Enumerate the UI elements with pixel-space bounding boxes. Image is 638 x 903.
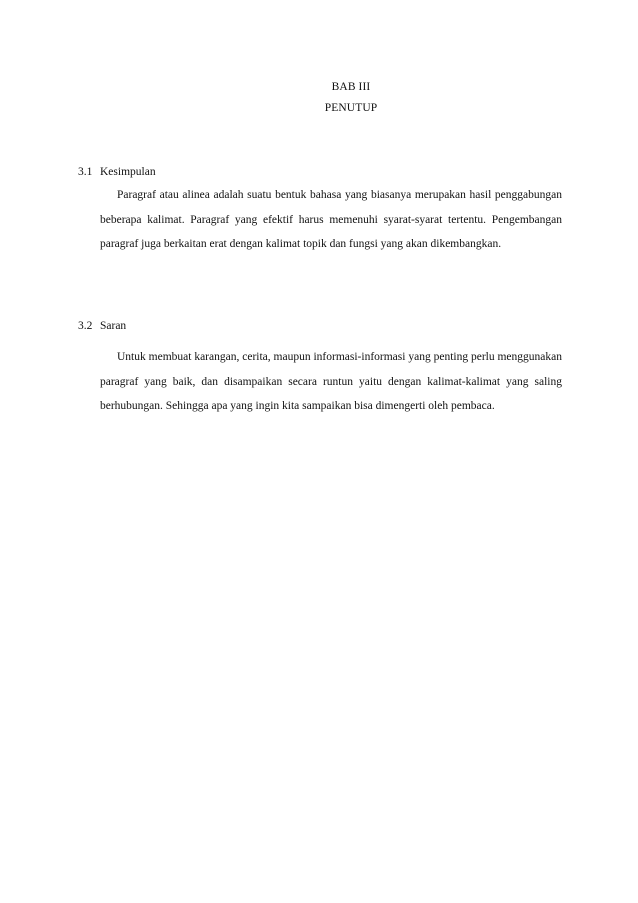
section-title: Kesimpulan [100,166,156,178]
section-paragraph: Paragraf atau alinea adalah suatu bentuk bahasa yang biasanya merupakan hasil penggabungan beberapa kalimat. Paragraf yang efektif harus memenuhi syarat-syarat tertentu. Pengembangan paragraf juga berkaitan erat dengan kalimat topik dan fungsi yang akan dikembangkan. [100,189,562,251]
section-number: 3.1 [78,166,93,178]
section-heading [78,165,562,179]
section-heading [78,319,562,333]
section-paragraph: Untuk membuat karangan, cerita, maupun informasi-informasi yang penting perlu menggunakan paragraf yang baik, dan disampaikan secara runtun yaitu dengan kalimat-kalimat yang saling berhubungan. Sehingga apa yang ingin kita sampaikan bisa dimengerti oleh pembaca. [100,351,562,413]
section-kesimpulan [78,165,562,257]
section-saran [78,319,562,419]
section-number: 3.2 [78,320,93,332]
section-title: Saran [100,320,127,332]
chapter-label: BAB III [331,81,371,93]
chapter-title: PENUTUP [324,102,378,114]
